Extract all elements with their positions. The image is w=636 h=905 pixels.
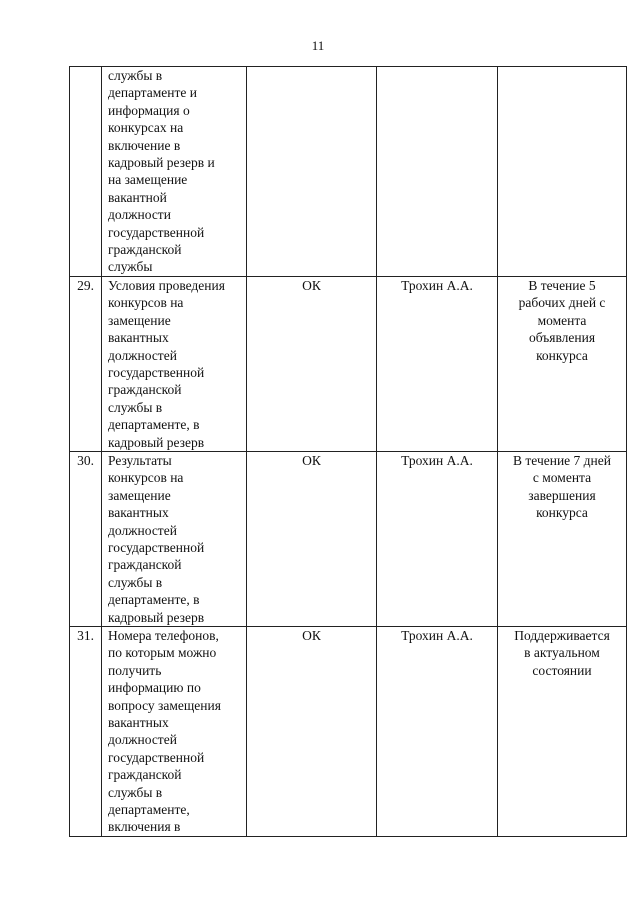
- title-line: государственной: [108, 224, 205, 240]
- row-responsible: ОК: [247, 276, 377, 451]
- title-line: государственной: [108, 749, 205, 765]
- title-line: должностей: [108, 522, 177, 538]
- title-line: конкурсов на: [108, 470, 184, 486]
- term-line: конкурса: [536, 505, 588, 521]
- term-line: рабочих дней с: [518, 295, 606, 311]
- title-line: замещение: [108, 312, 171, 328]
- title-line: по которым можно: [108, 645, 217, 661]
- title-line: информацию по: [108, 680, 201, 696]
- title-line: замещение: [108, 487, 171, 503]
- row-number: 29.: [70, 276, 102, 451]
- title-line: Номера телефонов,: [108, 628, 219, 643]
- title-line: на замещение: [108, 172, 188, 188]
- title-line: службы в: [108, 574, 163, 590]
- title-line: кадровый резерв: [108, 434, 205, 450]
- title-line: должности: [108, 207, 171, 223]
- document-table: [69, 66, 627, 837]
- title-line: службы в: [108, 68, 163, 83]
- title-line: департаменте и: [108, 85, 197, 101]
- term-line: В течение 7 дней: [513, 452, 611, 468]
- title-line: кадровый резерв: [108, 609, 205, 625]
- term-line: момента: [537, 312, 587, 328]
- title-line: гражданской: [108, 767, 182, 783]
- term-line: завершения: [528, 487, 596, 503]
- title-line: государственной: [108, 539, 205, 555]
- term-line: В течение 5: [528, 277, 596, 293]
- row-executor: Трохин А.А.: [377, 276, 498, 451]
- title-line: вакантных: [108, 505, 169, 521]
- row-responsible: ОК: [247, 451, 377, 626]
- title-line: гражданской: [108, 557, 182, 573]
- title-line: вопросу замещения: [108, 697, 221, 713]
- title-line: кадровый резерв и: [108, 155, 215, 171]
- title-line: вакантных: [108, 715, 169, 731]
- title-line: включения в: [108, 819, 181, 835]
- row-title: [102, 276, 247, 451]
- row-term: [498, 627, 627, 837]
- term-line: в актуальном: [524, 645, 600, 661]
- title-line: конкурсов на: [108, 295, 184, 311]
- term-line: с момента: [532, 470, 592, 486]
- row-executor: Трохин А.А.: [377, 627, 498, 837]
- term-line: объявления: [528, 330, 596, 346]
- table-row: [70, 451, 627, 626]
- title-line: департаменте,: [108, 802, 190, 818]
- row-number: 30.: [70, 451, 102, 626]
- term-line: конкурса: [536, 347, 588, 363]
- title-line: департаменте, в: [108, 592, 200, 608]
- title-line: включение в: [108, 137, 181, 153]
- title-line: гражданской: [108, 242, 182, 258]
- title-line: службы в: [108, 784, 163, 800]
- table-row: [70, 276, 627, 451]
- title-line: службы в: [108, 399, 163, 415]
- title-line: гражданской: [108, 382, 182, 398]
- row-responsible: [247, 67, 377, 277]
- title-line: получить: [108, 662, 162, 678]
- title-line: Результаты: [108, 452, 172, 468]
- table-row: [70, 627, 627, 837]
- row-term: [498, 67, 627, 277]
- title-line: конкурсах на: [108, 120, 184, 136]
- title-line: должностей: [108, 347, 177, 363]
- row-number: [70, 67, 102, 277]
- term-line: состоянии: [532, 662, 592, 678]
- table-row: [70, 67, 627, 277]
- title-line: информация о: [108, 102, 190, 118]
- title-line: государственной: [108, 364, 205, 380]
- title-line: вакантной: [108, 189, 167, 205]
- row-number: 31.: [70, 627, 102, 837]
- row-executor: Трохин А.А.: [377, 451, 498, 626]
- title-line: службы: [108, 259, 153, 275]
- title-line: вакантных: [108, 330, 169, 346]
- row-executor: [377, 67, 498, 277]
- row-term: [498, 276, 627, 451]
- page-number: 11: [311, 38, 325, 53]
- row-title: [102, 627, 247, 837]
- row-title: [102, 451, 247, 626]
- term-line: Поддерживается: [514, 628, 610, 643]
- row-responsible: ОК: [247, 627, 377, 837]
- title-line: Условия проведения: [108, 277, 225, 293]
- row-term: [498, 451, 627, 626]
- row-title: [102, 67, 247, 277]
- title-line: должностей: [108, 732, 177, 748]
- title-line: департаменте, в: [108, 417, 200, 433]
